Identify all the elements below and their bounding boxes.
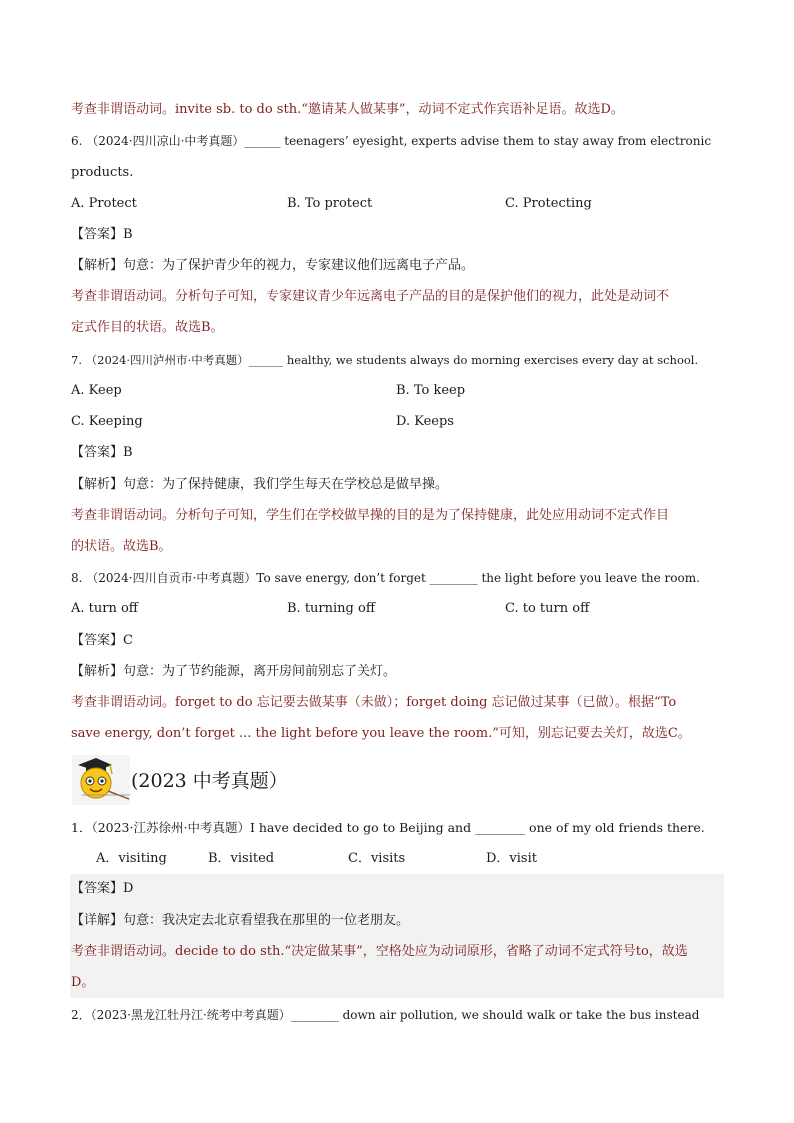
option-b: B. To protect [287,196,373,211]
answer-label: 【答案】B [71,445,133,460]
option-c: C. Protecting [505,196,592,211]
option-b: B．visited [208,851,275,866]
explanation-text: 考查非谓语动词。invite sb. to do sth.“邀请某人做某事”，动词不定式作宾语补足语。故选D。 [71,102,624,117]
question-1-stem: 1．（2023·江苏徐州·中考真题）I have decided to go to Beijing and ________ one of my old friends there. [71,820,705,835]
analysis-label: 【解析】 [71,664,124,679]
explanation-text-cont: 的状语。故选B。 [71,539,172,554]
option-a: A. Keep [71,383,122,398]
option-d: D．visit [486,851,537,866]
explanation-text-cont: 定式作目的状语。故选B。 [71,320,224,335]
analysis-text: 句意：为了保持健康，我们学生每天在学校总是做早操。 [123,477,449,492]
explanation-text: 考查非谓语动词。分析句子可知，学生们在学校做早操的目的是为了保持健康，此处应用动词不定式作目 [71,508,670,523]
explanation-text: 考查非谓语动词。decide to do sth.“决定做某事”，空格处应为动词原形，省略了动词不定式符号to，故选 [71,944,688,959]
question-2-stem: 2．（2023·黑龙江牡丹江·统考中考真题）________ down air pollution, we should walk or take the bus instead [71,1008,700,1022]
option-b: B. To keep [396,383,466,398]
option-c: C．visits [348,851,406,866]
analysis-label: 【解析】 [71,258,124,273]
answer-label: 【答案】D [71,881,134,896]
section-title: (2023 中考真题） [131,770,288,792]
explanation-text: 考查非谓语动词。forget to do 忘记要去做某事（未做）；forget doing 忘记做过某事（已做）。根据“To [71,695,677,710]
analysis-line [71,663,723,681]
option-b: B. turning off [287,601,376,616]
explanation-text-cont: save energy, don’t forget ... the light before you leave the room.”可知，别忘记要去关灯，故选C。 [71,726,691,741]
option-c: C. Keeping [71,414,143,429]
analysis-line [71,257,723,275]
explanation-text-cont: D。 [71,975,95,990]
analysis-text: 句意：为了节约能源，离开房间前别忘了关灯。 [123,664,397,679]
question-6-stem: 6. （2024·四川凉山·中考真题）______ teenagers’ eyesight, experts advise them to stay away from electronic [71,134,712,148]
option-a: A．visiting [96,851,167,866]
question-8-stem: 8. （2024·四川自贡市·中考真题）To save energy, don’t forget ________ the light before you leave the room. [71,571,700,585]
answer-label: 【答案】B [71,227,133,242]
question-7-stem: 7. （2024·四川泸州市·中考真题）______ healthy, we students always do morning exercises every day at school. [71,353,699,367]
explanation-text: 考查非谓语动词。分析句子可知，专家建议青少年远离电子产品的目的是保护他们的视力，此处是动词不 [71,289,670,304]
option-c: C. to turn off [505,601,590,616]
option-d: D. Keeps [396,414,454,429]
analysis-text: 句意：为了保护青少年的视力，专家建议他们远离电子产品。 [123,258,475,273]
mascot-icon [72,755,130,805]
detail-label: 【详解】 [71,913,124,928]
answer-label: 【答案】C [71,633,133,648]
analysis-label: 【解析】 [71,477,124,492]
detail-text: 句意：我决定去北京看望我在那里的一位老朋友。 [123,913,410,928]
detail-line [71,912,723,930]
option-a: A. turn off [71,601,139,616]
analysis-line [71,476,723,494]
question-6-stem-cont: products. [71,165,134,180]
option-a: A. Protect [71,196,137,211]
